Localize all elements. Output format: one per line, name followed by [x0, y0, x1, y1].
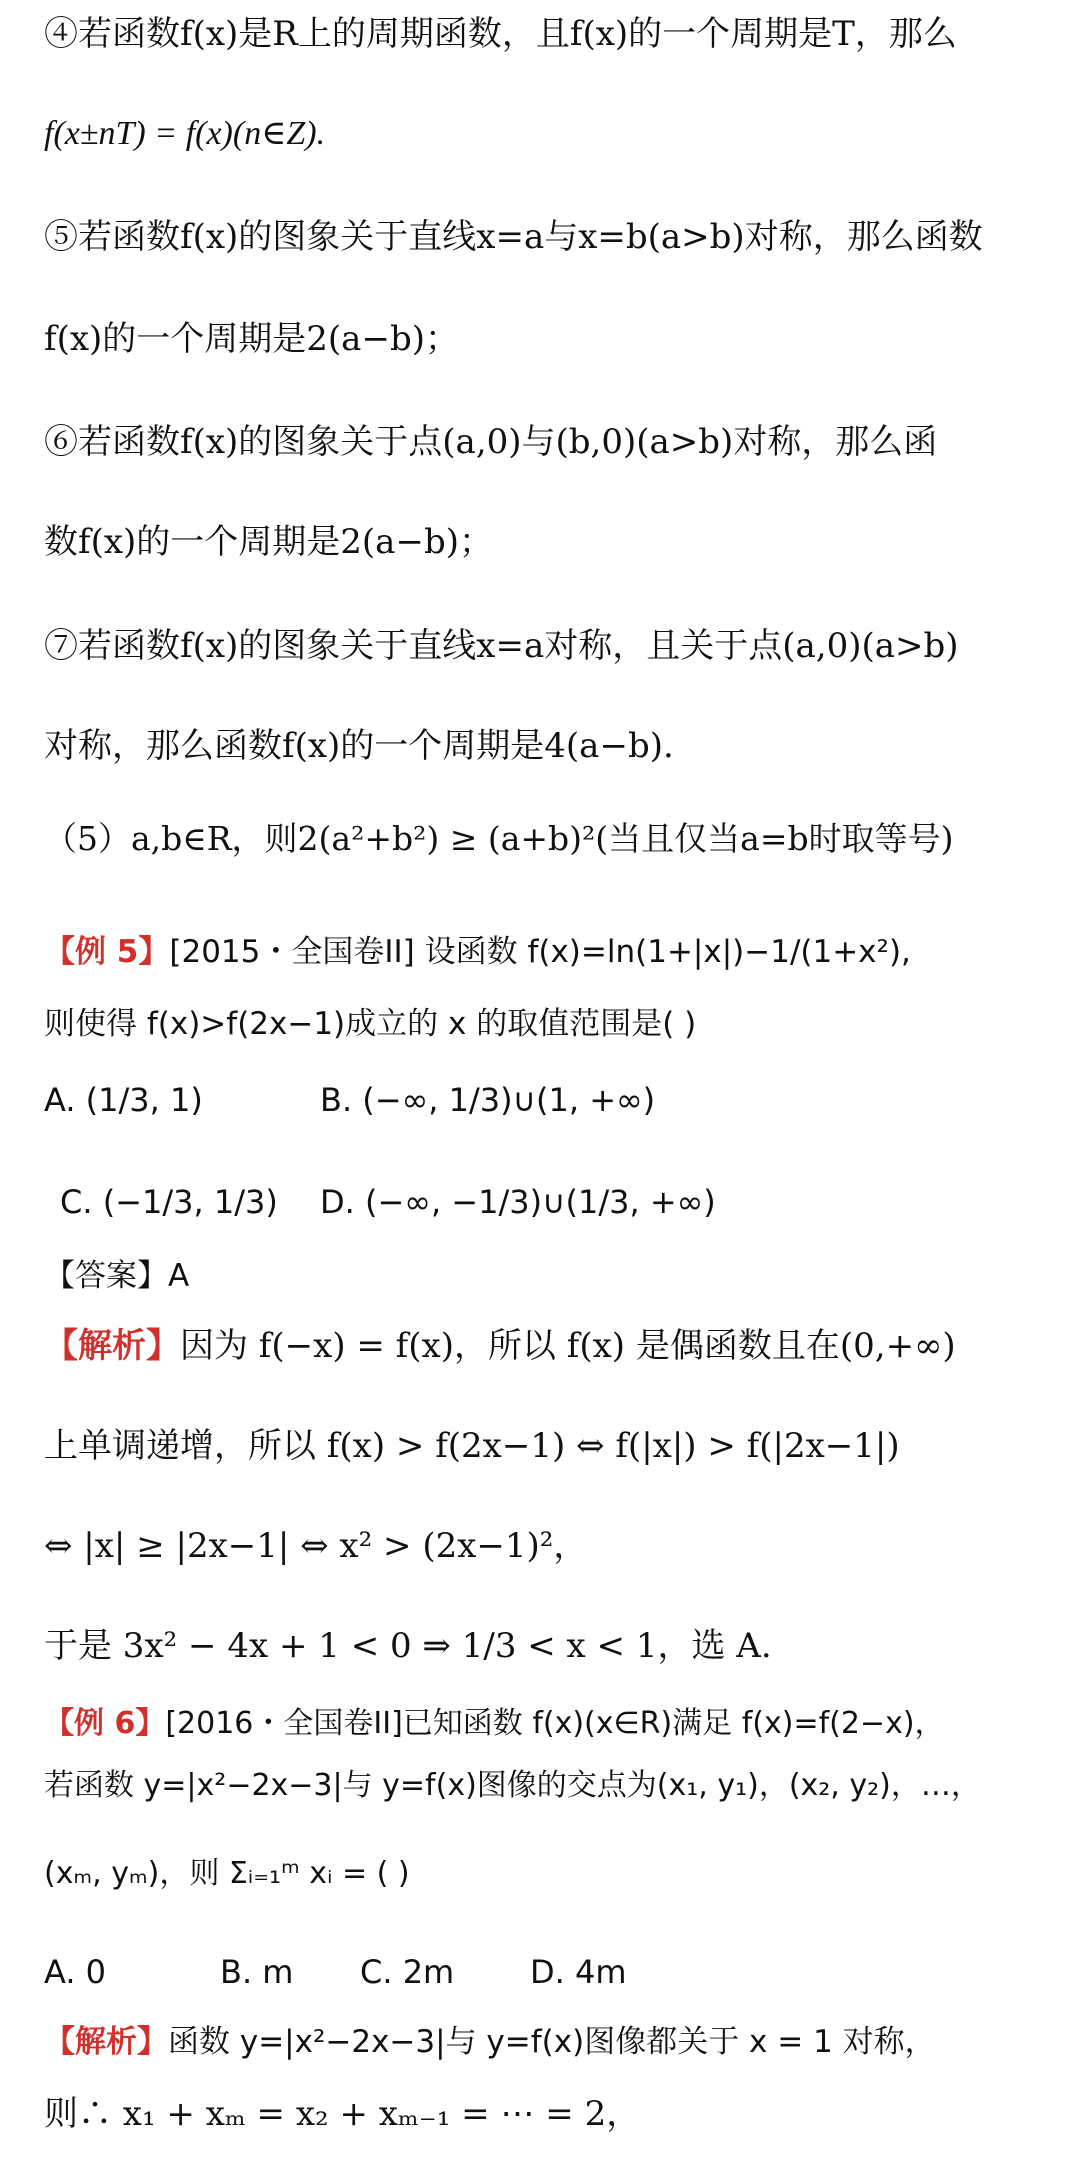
property-6-line-2: 数f(x)的一个周期是2(a−b)；: [44, 522, 493, 562]
example-5-option-b: B. (−∞, 1/3)∪(1, +∞): [320, 1081, 656, 1119]
example-6-tag: 【例 6】: [44, 1706, 166, 1741]
property-4-line-2: f(x±nT) = f(x)(n∈Z).: [44, 115, 326, 152]
example-5-question-line-2: 则使得 f(x)>f(2x−1)成立的 x 的取值范围是( ): [44, 1006, 697, 1042]
example-5-analysis-tag: 【解析】: [44, 1326, 180, 1366]
example-6-question-line-1: [44, 1700, 1050, 1748]
example-6-option-a: A. 0: [44, 1953, 107, 1991]
example-5-option-d: D. (−∞, −1/3)∪(1/3, +∞): [320, 1183, 716, 1221]
example-5-option-c: C. (−1/3, 1/3): [60, 1183, 278, 1221]
example-6-analysis-a1: 函数 y=|x²−2x−3|与 y=f(x)图像都关于 x = 1 对称，: [168, 2024, 936, 2060]
property-7-line-1: ⑦若函数f(x)的图象关于直线x=a对称，且关于点(a,0)(a>b): [44, 626, 959, 666]
example-5-answer: 【答案】A: [44, 1258, 190, 1294]
example-5-analysis-line-3: ⇔ |x| ≥ |2x−1| ⇔ x² > (2x−1)²，: [44, 1526, 588, 1566]
example-5-tag: 【例 5】: [44, 934, 170, 970]
inequality-line: （5）a,b∈R，则2(a²+b²) ≥ (a+b)²(当且仅当a=b时取等号): [44, 819, 954, 858]
example-6-analysis-line-2: 则∴ x₁ + xₘ = x₂ + xₘ₋₁ = ⋯ = 2，: [44, 2094, 641, 2134]
example-6-option-b: B. m: [220, 1953, 294, 1991]
property-4-line-1: ④若函数f(x)是R上的周期函数，且f(x)的一个周期是T，那么: [44, 14, 957, 54]
example-6-question-line-2: 若函数 y=|x²−2x−3|与 y=f(x)图像的交点为(x₁, y₁)，(x₂, y₂)，…，: [44, 1768, 981, 1803]
example-5-analysis-line-4: 于是 3x² − 4x + 1 < 0 ⇒ 1/3 < x < 1，选 A.: [44, 1626, 772, 1666]
example-5-question-line-1: [44, 928, 1050, 976]
property-5-line-1: ⑤若函数f(x)的图象关于直线x=a与x=b(a>b)对称，那么函数: [44, 217, 983, 257]
example-6-q1: [2016・全国卷II]已知函数 f(x)(x∈R)满足 f(x)=f(2−x)，: [165, 1706, 945, 1741]
example-6-analysis-tag: 【解析】: [44, 2024, 168, 2060]
example-5-q1: [2015・全国卷II] 设函数 f(x)=ln(1+|x|)−1/(1+x²),: [169, 934, 911, 970]
property-7-line-2: 对称，那么函数f(x)的一个周期是4(a−b).: [44, 726, 674, 766]
example-6-option-d: D. 4m: [530, 1953, 627, 1991]
example-6-option-c: C. 2m: [360, 1953, 455, 1991]
example-5-analysis-line-1: [44, 1322, 1050, 1370]
property-6-line-1: ⑥若函数f(x)的图象关于点(a,0)与(b,0)(a>b)对称，那么函: [44, 422, 938, 462]
example-5-analysis-a1: 因为 f(−x) = f(x)，所以 f(x) 是偶函数且在(0,+∞): [180, 1326, 956, 1366]
property-5-line-2: f(x)的一个周期是2(a−b)；: [44, 319, 459, 359]
example-5-option-a: A. (1/3, 1): [44, 1081, 203, 1119]
example-5-analysis-line-2: 上单调递增，所以 f(x) > f(2x−1) ⇔ f(|x|) > f(|2x−1|): [44, 1426, 900, 1466]
example-6-analysis-line-1: [44, 2018, 1050, 2066]
example-6-question-line-3: (xₘ, yₘ)，则 Σᵢ₌₁ᵐ xᵢ = ( ): [44, 1856, 410, 1891]
